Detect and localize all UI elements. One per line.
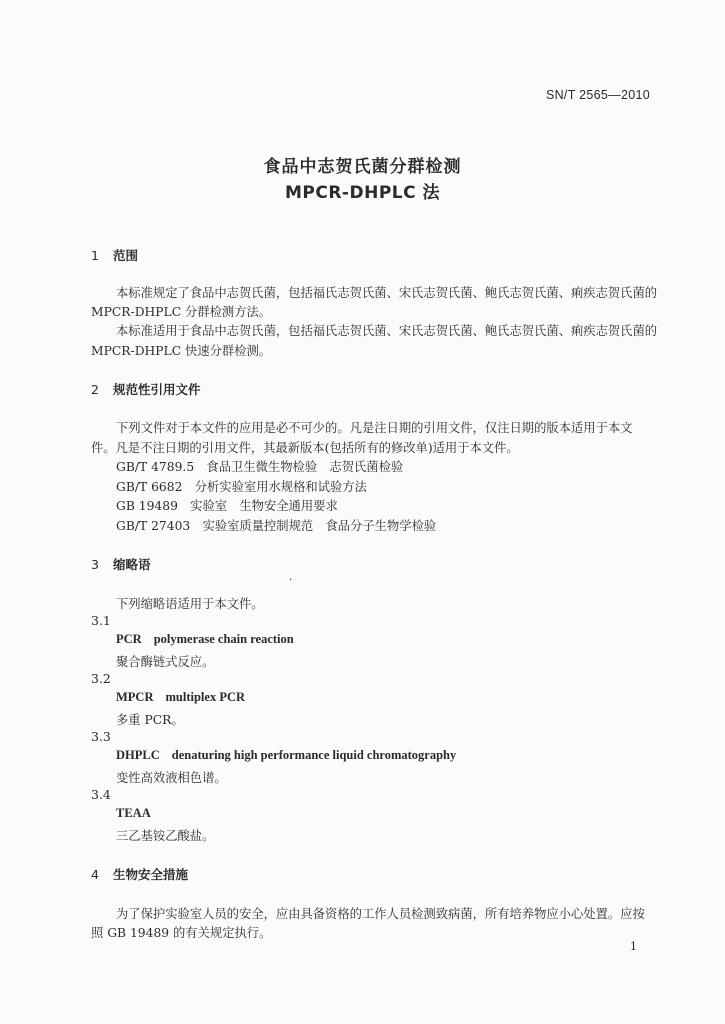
term-chinese: 变性高效液相色谱。: [116, 771, 227, 785]
reference-item: GB/T 27403 实验室质量控制规范 食品分子生物学检验: [116, 519, 437, 533]
term-number: 3.3: [91, 729, 111, 744]
term-abbreviation: MPCR: [116, 690, 154, 704]
term-chinese: 多重 PCR。: [116, 713, 184, 727]
term-chinese: 三乙基铵乙酸盐。: [116, 829, 215, 843]
term-full-name: denaturing high performance liquid chromatography: [171, 748, 457, 762]
term-abbreviation: TEAA: [116, 806, 151, 820]
term-full-name: polymerase chain reaction: [153, 632, 294, 646]
term-definition: [116, 748, 456, 763]
reference-item: GB/T 6682 分析实验室用水规格和试验方法: [116, 480, 367, 494]
term-chinese: 聚合酶链式反应。: [116, 655, 215, 669]
paragraph-line: 照 GB 19489 的有关规定执行。: [91, 926, 272, 940]
section-1-heading: [91, 246, 138, 264]
term-definition: [116, 690, 245, 705]
section-title: 规范性引用文件: [113, 382, 201, 397]
section-3-heading: [91, 555, 151, 573]
section-number: 1: [91, 248, 99, 263]
section-title: 缩略语: [113, 557, 151, 572]
section-number: 2: [91, 382, 99, 397]
term-definition: [116, 806, 151, 821]
document-subtitle: MPCR-DHPLC 法: [284, 183, 441, 203]
document-title: 食品中志贺氏菌分群检测: [263, 157, 462, 177]
scan-artifact-dot: ·: [289, 575, 293, 586]
paragraph-line: MPCR-DHPLC 分群检测方法。: [91, 305, 272, 319]
term-abbreviation: DHPLC: [116, 748, 160, 762]
paragraph-line: 下列缩略语适用于本文件。: [116, 597, 264, 611]
section-title: 生物安全措施: [113, 867, 189, 882]
term-definition: [116, 632, 294, 647]
paragraph-line: MPCR-DHPLC 快速分群检测。: [91, 344, 272, 358]
section-title: 范围: [113, 248, 139, 263]
reference-item: GB/T 4789.5 食品卫生微生物检验 志贺氏菌检验: [116, 460, 404, 474]
paragraph-line: 本标准规定了食品中志贺氏菌，包括福氏志贺氏菌、宋氏志贺氏菌、鲍氏志贺氏菌、痢疾志贺氏菌的: [116, 286, 658, 300]
paragraph-line: 为了保护实验室人员的安全，应由具备资格的工作人员检测致病菌，所有培养物应小心处置。应按: [116, 907, 645, 921]
section-number: 4: [91, 867, 99, 882]
paragraph-line: 件。凡是不注日期的引用文件，其最新版本(包括所有的修改单)适用于本文件。: [91, 441, 519, 455]
standard-number: SN/T 2565—2010: [545, 88, 650, 102]
term-number: 3.2: [91, 671, 111, 686]
page-number: 1: [630, 940, 637, 953]
section-number: 3: [91, 557, 99, 572]
term-number: 3.4: [91, 787, 111, 802]
term-number: 3.1: [91, 613, 111, 628]
term-abbreviation: PCR: [116, 632, 142, 646]
paragraph-line: 下列文件对于本文件的应用是必不可少的。凡是注日期的引用文件，仅注日期的版本适用于本文: [116, 421, 633, 435]
reference-item: GB 19489 实验室 生物安全通用要求: [116, 499, 338, 513]
paragraph-line: 本标准适用于食品中志贺氏菌，包括福氏志贺氏菌、宋氏志贺氏菌、鲍氏志贺氏菌、痢疾志贺氏菌的: [116, 324, 658, 338]
section-4-heading: [91, 865, 188, 883]
term-full-name: multiplex PCR: [165, 690, 246, 704]
section-2-heading: [91, 380, 201, 398]
